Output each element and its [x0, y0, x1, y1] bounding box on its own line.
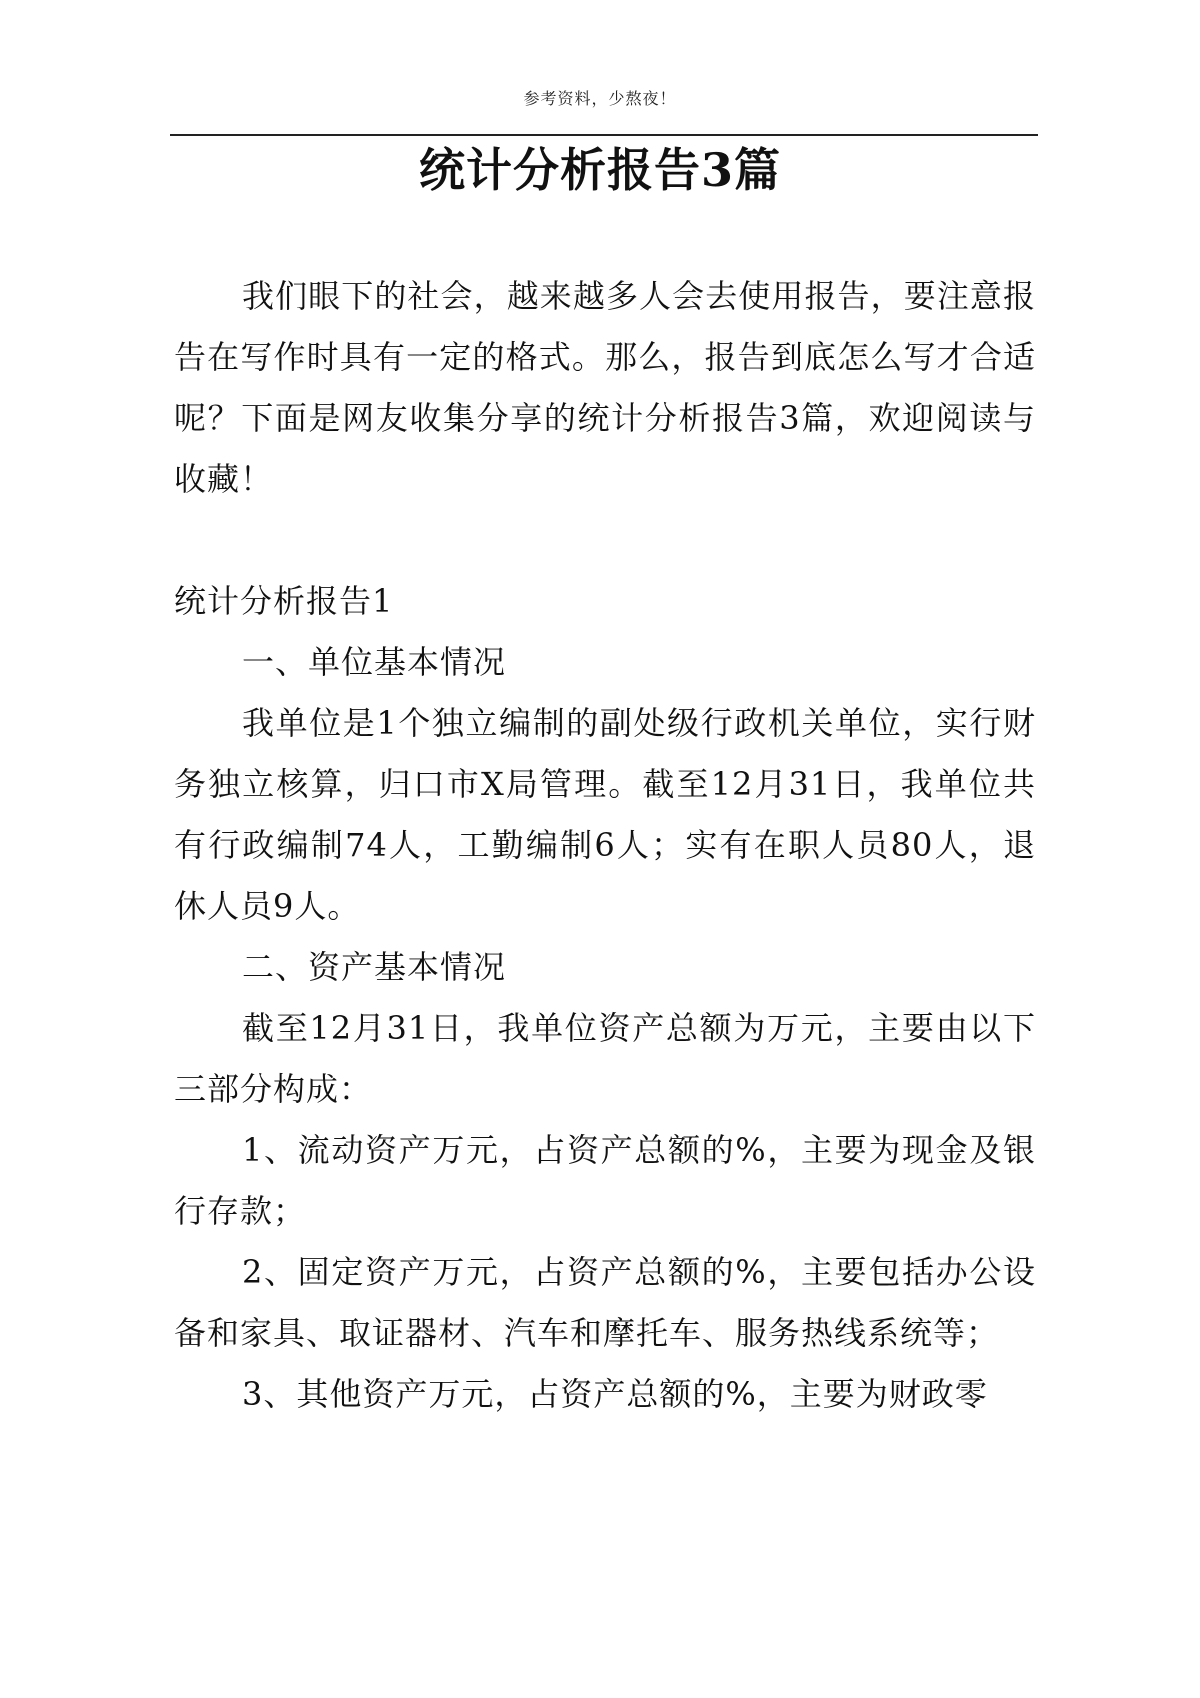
- paragraph-gap: [174, 510, 1036, 571]
- asset-item-2: 2、固定资产万元，占资产总额的%，主要包括办公设备和家具、取证器材、汽车和摩托车、服务热线系统等；: [174, 1253, 1036, 1352]
- section1-heading: 一、单位基本情况: [242, 643, 507, 681]
- section2-paragraph: 截至12月31日，我单位资产总额为万元，主要由以下三部分构成：: [174, 1009, 1036, 1108]
- section1-paragraph: 我单位是1个独立编制的副处级行政机关单位，实行财务独立核算，归口市X局管理。截至12月31日，我单位共有行政编制74人，工勤编制6人；实有在职人员80人，退休人员9人。: [174, 704, 1036, 925]
- report1-heading: 统计分析报告1: [174, 582, 394, 620]
- header-divider: [170, 134, 1038, 136]
- document-body: [174, 266, 1036, 1425]
- asset-item-3: 3、其他资产万元，占资产总额的%，主要为财政零: [242, 1375, 988, 1413]
- asset-item-1: 1、流动资产万元，占资产总额的%，主要为现金及银行存款；: [174, 1131, 1036, 1230]
- header-note: 参考资料，少熬夜！: [523, 89, 677, 108]
- section2-heading: 二、资产基本情况: [242, 948, 507, 986]
- document-title: 统计分析报告3篇: [418, 143, 781, 197]
- intro-paragraph: 我们眼下的社会，越来越多人会去使用报告，要注意报告在写作时具有一定的格式。那么，报告到底怎么写才合适呢？下面是网友收集分享的统计分析报告3篇，欢迎阅读与收藏！: [174, 277, 1036, 498]
